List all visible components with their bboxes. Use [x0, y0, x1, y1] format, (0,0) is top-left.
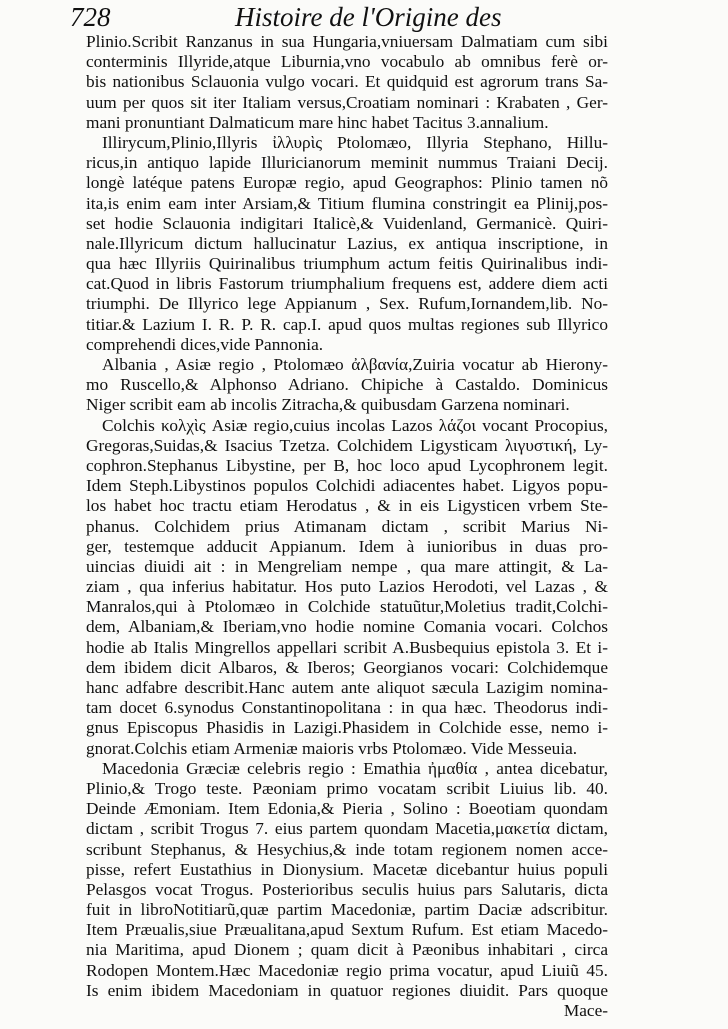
text-line: Plinio,& Trogo teste. Pæoniam primo vocatam scribit Liuius lib. 40. [86, 778, 608, 798]
catchword: Mace- [563, 1001, 608, 1020]
text-line: cat.Quod in libris Fastorum triumphalium frequens est, addere diem acti [86, 274, 608, 294]
text-line: Deinde Æmoniam. Item Edonia,& Pieria , Solino : Boeotiam quondam [86, 799, 608, 819]
text-line: hodie ab Italis Mingrellos appellari scribit A.Busbequius epistola 3. Et i- [86, 637, 608, 657]
text-line: conterminis Illyride,atque Liburnia,vno vocabulo ab omnibus ferè or- [86, 52, 608, 72]
text-line: phanus. Colchidem prius Atimanam dictam , scribit Marius Ni- [86, 516, 608, 536]
text-line: Is enim ibidem Macedoniam in quatuor regiones diuidit. Pars quoque [86, 980, 608, 1000]
text-line: Niger scribit eam ab incolis Zitracha,& quibusdam Garzena nominari. [86, 395, 570, 415]
text-line: nia Maritima, apud Dionem ; quam dicit à Pæonibus inhabitari , circa [86, 940, 608, 960]
text-line: nale.Illyricum dictum hallucinatur Lazius, ex antiqua inscriptione, in [86, 233, 608, 253]
text-line: dem, Albaniam,& Iberiam,vno hodie nomine Comania vocari. Colchos [86, 617, 608, 637]
entry-albania: Albania , Asiæ regio , Ptolomæo ἀλβανία,Zuiria vocatur ab Hierony- [102, 355, 608, 374]
text-line: mo Ruscello,& Alphonso Adriano. Chipiche à Castaldo. Dominicus [86, 375, 608, 395]
text-line: uum per quos sit iter Italiam versus,Croatiam nominari : Krabaten , Ger- [86, 92, 608, 112]
text-line: Plinio.Scribit Ranzanus in sua Hungaria,vniuersam Dalmatiam cum sibi [86, 32, 608, 51]
text-line: pisse, refert Eustathius in Dionysium. Macetæ dicebantur huius populi [86, 859, 608, 879]
text-line: tam docet 6.synodus Constantinopolitana : in qua hæc. Theodorus indi- [86, 698, 608, 718]
running-head [70, 0, 610, 34]
text-line: ita,is enim eam inter Arsiam,& Titium flumina constringit ea Plinij,pos- [86, 193, 608, 213]
body-text [86, 32, 608, 1021]
text-line: gnus Episcopus Phasidis in Lazigi.Phasidem in Colchide esse, nemo i- [86, 718, 608, 738]
text-line: mani pronuntiant Dalmaticum mare hinc habet Tacitus 3.annalium. [86, 112, 549, 132]
entry-illyricum: Illirycum,Plinio,Illyris ἰλλυρὶς Ptolomæo, Illyria Stephano, Hillu- [102, 132, 608, 152]
text-line: longè latéque patens Europæ regio, apud Geographos: Plinio tamen nõ [86, 173, 608, 193]
text-line: ziam , qua inferius habitatur. Hos puto Lazios Herodoti, vel Lazas , & [86, 577, 608, 597]
text-line: uincias diuidi ait : in Mengreliam nempe , qua mare attingit, & La- [86, 556, 608, 576]
text-line: Rodopen Montem.Hæc Macedoniæ regio prima vocatur, apud Liuiũ 45. [86, 960, 608, 980]
text-line: set hodie Sclauonia indigitari Italicè,& Vuidenland, Germanicè. Quiri- [86, 213, 608, 233]
text-line: cophron.Stephanus Libystine, per B, hoc loco apud Lycophronem legit. [86, 455, 608, 475]
text-line: los habet hoc tractu etiam Herodatus , & in eis Ligysticen vrbem Ste- [86, 496, 608, 516]
text-line: bis nationibus Sclauonia vulgo vocari. Et quidquid est agrorum trans Sa- [86, 72, 608, 92]
text-line: dem ibidem dicit Albaros, & Iberos; Georgianos vocari: Colchidemque [86, 657, 608, 677]
text-line: qua hæc Illyriis Quirinalibus triumphum actum feitis Quirinalibus indi- [86, 254, 608, 274]
page-number: 728 [70, 2, 111, 32]
text-line: gnorat.Colchis etiam Armeniæ maioris vrbs Ptolomæo. Vide Messeuia. [86, 738, 578, 758]
text-line: Pelasgos vocat Trogus. Posterioribus seculis huius pars Salutaris, dicta [86, 879, 608, 899]
text-line: ger, testemque adducit Appianum. Idem à iunioribus in duas pro- [86, 536, 608, 556]
text-line: Item Præualis,siue Præualitana,apud Sextum Rufum. Est etiam Macedo- [86, 920, 608, 940]
text-line: Manralos,qui à Ptolomæo in Colchide statuũtur,Moletius tradit,Colchi- [86, 597, 608, 617]
text-line: fuit in libroNotitiarũ,quæ partim Macedoniæ, partim Daciæ adscribitur. [86, 900, 608, 920]
entry-macedonia: Macedonia Græciæ celebris regio : Emathia ἠμαθία , antea dicebatur, [102, 758, 608, 778]
text-line: Idem Steph.Libystinos populos Colchidi adiacentes habet. Ligyos popu- [86, 476, 608, 496]
text-line: ricus,in antiquo lapide Illuricianorum meminit nummus Traiani Decij. [86, 153, 608, 173]
text-line: scribunt Stephanus, & Hesychius,& inde totam regionem nomen acce- [86, 839, 608, 859]
text-line: hanc adfabre describit.Hanc autem ante aliquot sæcula Lazigim nomina- [86, 678, 608, 697]
text-line: Gregoras,Suidas,& Isacius Tzetza. Colchidem Ligysticam λιγυστική, Ly- [86, 435, 608, 455]
text-line: dictam , scribit Trogus 7. eius partem quondam Macetia,μακετία dictam, [86, 819, 608, 839]
running-title: Histoire de l'Origine des [235, 2, 502, 32]
text-line: triumphi. De Illyrico lege Appianum , Sex. Rufum,Iornandem,lib. No- [86, 294, 608, 314]
text-line: comprehendi dices,vide Pannonia. [86, 334, 324, 354]
text-line: titiar.& Lazium I. R. P. R. cap.I. apud quos multas regiones sub Illyrico [86, 314, 608, 334]
entry-colchis: Colchis κολχὶς Asiæ regio,cuius incolas Lazos λάζοι vocant Procopius, [102, 415, 608, 435]
